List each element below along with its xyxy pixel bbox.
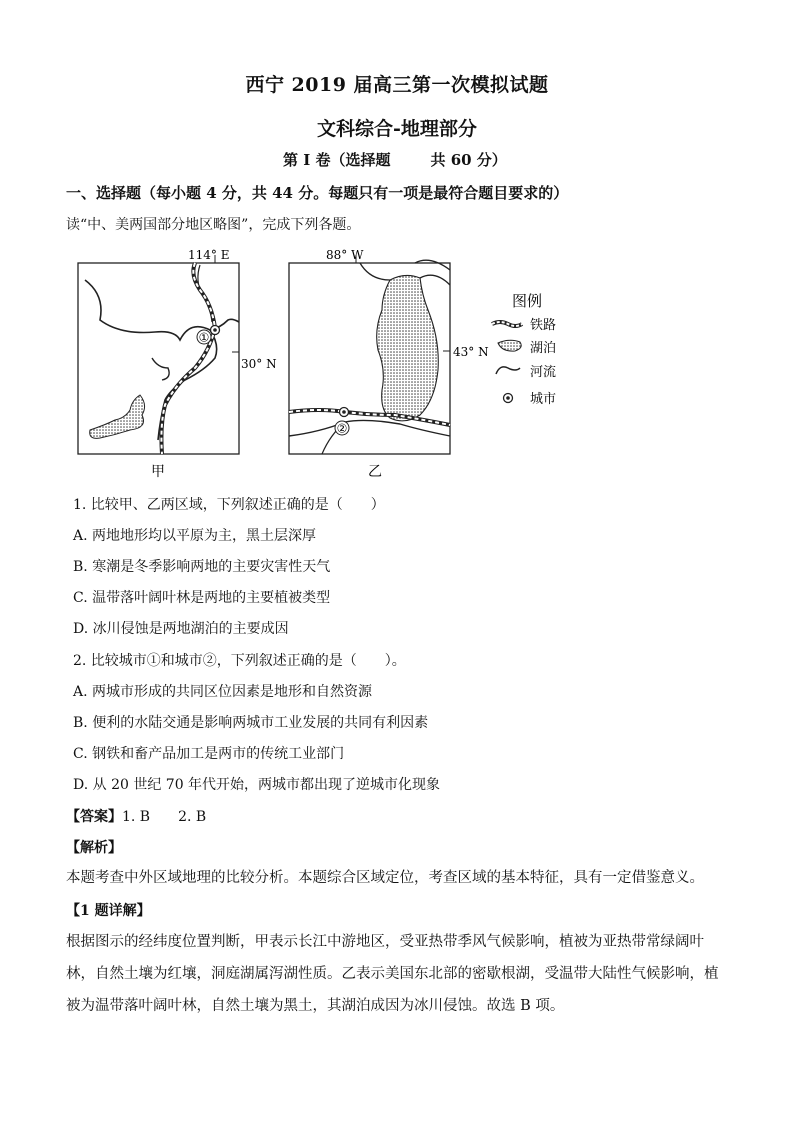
volume-heading-left: 第 I 卷（选择题: [283, 151, 391, 169]
paper-subtitle: 文科综合-地理部分: [317, 118, 477, 140]
detail-text: 根据图示的经纬度位置判断，甲表示长江中游地区，受亚热带季风气候影响，植被为亚热带常绿阔叶林，自然土壤为红壤，洞庭湖属泻湖性质。乙表示美国东北部的密歇根湖，受温带大陆性气候影响，植被为温带落叶阔叶林，自然土壤为黑土，其湖泊成因为冰川侵蚀。故选 B 项。: [66, 934, 719, 1014]
lake-icon: [498, 340, 521, 351]
city-icon: [504, 394, 513, 403]
map-left-latitude: 30° N: [241, 357, 277, 371]
map-left: [78, 248, 277, 480]
legend-river-label: 河流: [530, 365, 557, 380]
city-left-marker: ①: [198, 330, 210, 345]
analysis-text: 本题考查中外区域地理的比较分析。本题综合区域定位，考查区域的基本特征，具有一定借鉴意义。: [66, 870, 704, 886]
legend-title: 图例: [512, 292, 543, 310]
legend-railway-label: 铁路: [530, 318, 557, 333]
question-2-option-d: D. 从 20 世纪 70 年代开始，两城市都出现了逆城市化现象: [73, 777, 441, 793]
answer-label: 【答案】: [66, 809, 122, 825]
legend-city-label: 城市: [530, 392, 557, 407]
question-1-option-d: D. 冰川侵蚀是两地湖泊的主要成因: [73, 621, 289, 637]
river-icon: [496, 367, 520, 374]
question-2-option-b: B. 便利的水陆交通是影响两城市工业发展的共同有利因素: [73, 715, 429, 731]
city-right-marker: ②: [336, 421, 348, 436]
section-intro: 读“中、美两国部分地区略图”，完成下列各题。: [66, 217, 361, 233]
volume-heading: [283, 149, 507, 170]
map-left-longitude: 114° E: [188, 248, 230, 262]
volume-heading-right: 共 60 分）: [430, 151, 507, 169]
analysis-label: 【解析】: [66, 840, 122, 856]
legend-lake-label: 湖泊: [530, 341, 557, 356]
question-2-option-c: C. 钢铁和畜产品加工是两市的传统工业部门: [73, 746, 345, 762]
paper-title: 西宁 2019 届高三第一次模拟试题: [245, 74, 549, 96]
answer-value: 1. B 2. B: [122, 809, 207, 825]
section-heading: 一、选择题（每小题 4 分，共 44 分。每题只有一项是最符合题目要求的）: [66, 184, 569, 202]
map-legend: [492, 292, 556, 407]
question-1-option-a: A. 两地地形均以平原为主，黑土层深厚: [73, 528, 317, 544]
detail-label: 【1 题详解】: [66, 903, 151, 919]
question-1-option-c: C. 温带落叶阔叶林是两地的主要植被类型: [73, 590, 331, 606]
railway-icon: [492, 322, 522, 326]
map-right-longitude: 88° W: [326, 248, 364, 262]
question-1-stem: 1. 比较甲、乙两区域，下列叙述正确的是（ ）: [73, 497, 385, 513]
map-figure: [60, 240, 600, 480]
map-right-latitude: 43° N: [453, 345, 489, 359]
map-left-caption: 甲: [151, 464, 165, 480]
answer-line: [66, 806, 206, 826]
question-2-stem: 2. 比较城市①和城市②，下列叙述正确的是（ ）。: [73, 653, 406, 669]
question-1-option-b: B. 寒潮是冬季影响两地的主要灾害性天气: [73, 559, 331, 575]
question-2-option-a: A. 两城市形成的共同区位因素是地形和自然资源: [73, 684, 373, 700]
map-right: [289, 248, 489, 480]
map-right-caption: 乙: [368, 464, 382, 480]
